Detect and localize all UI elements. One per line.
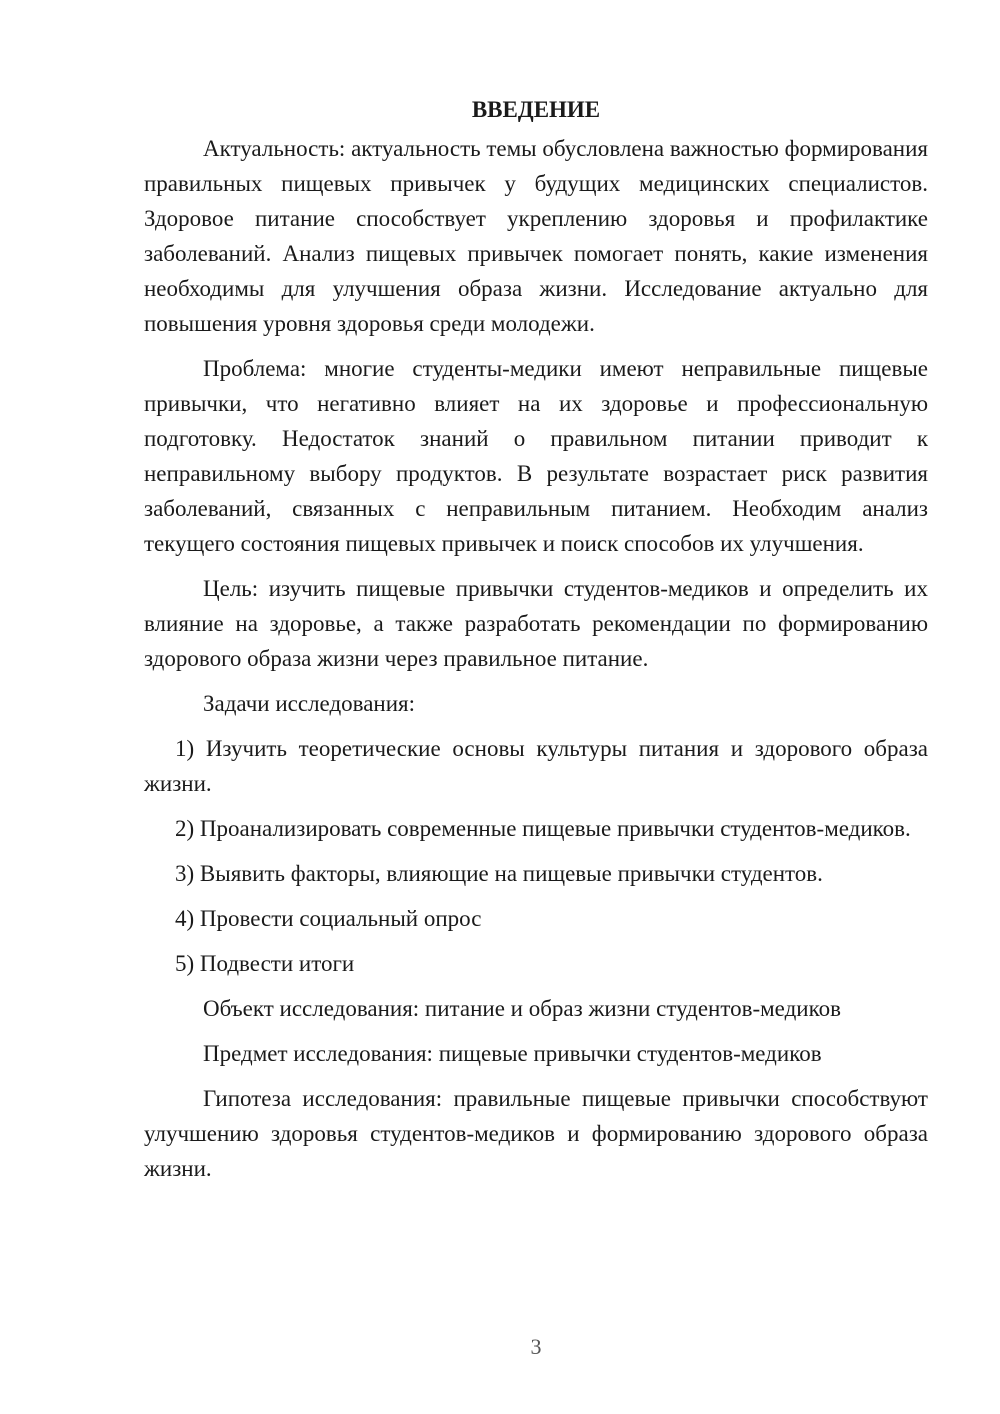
page-content <box>144 92 928 1196</box>
goal-paragraph: Цель: изучить пищевые привычки студентов-медиков и определить их влияние на здоровье, а также разработать рекомендации по формированию здорового образа жизни через правильное питание. <box>144 576 928 671</box>
task-item-4: 4) Провести социальный опрос <box>175 906 482 931</box>
research-object: Объект исследования: питание и образ жизни студентов-медиков <box>203 996 841 1021</box>
research-subject: Предмет исследования: пищевые привычки студентов-медиков <box>203 1041 822 1066</box>
relevance-paragraph: Актуальность: актуальность темы обусловлена важностью формирования правильных пищевых привычек у будущих медицинских специалистов. Здоровое питание способствует укреплению здоровья и профилактике заболеваний. Анализ пищевых привычек помогает понять, какие изменения необходимы для улучшения образа жизни. Исследование актуально для повышения уровня здоровья среди молодежи. <box>144 136 928 336</box>
task-item-5: 5) Подвести итоги <box>175 951 355 976</box>
task-item-2: 2) Проанализировать современные пищевые привычки студентов-медиков. <box>175 816 911 841</box>
tasks-heading: Задачи исследования: <box>203 691 416 716</box>
section-title: ВВЕДЕНИЕ <box>471 97 601 122</box>
research-hypothesis: Гипотеза исследования: правильные пищевые привычки способствуют улучшению здоровья студентов-медиков и формированию здорового образа жизни. <box>144 1086 928 1181</box>
page-number: 3 <box>530 1334 542 1359</box>
task-item-3: 3) Выявить факторы, влияющие на пищевые привычки студентов. <box>175 861 823 886</box>
task-item-1: 1) Изучить теоретические основы культуры питания и здорового образа жизни. <box>144 736 928 796</box>
problem-paragraph: Проблема: многие студенты-медики имеют неправильные пищевые привычки, что негативно влияет на их здоровье и профессиональную подготовку. Недостаток знаний о правильном питании приводит к неправильному выбору продуктов. В результате возрастает риск развития заболеваний, связанных с неправильным питанием. Необходим анализ текущего состояния пищевых привычек и поиск способов их улучшения. <box>144 356 928 556</box>
